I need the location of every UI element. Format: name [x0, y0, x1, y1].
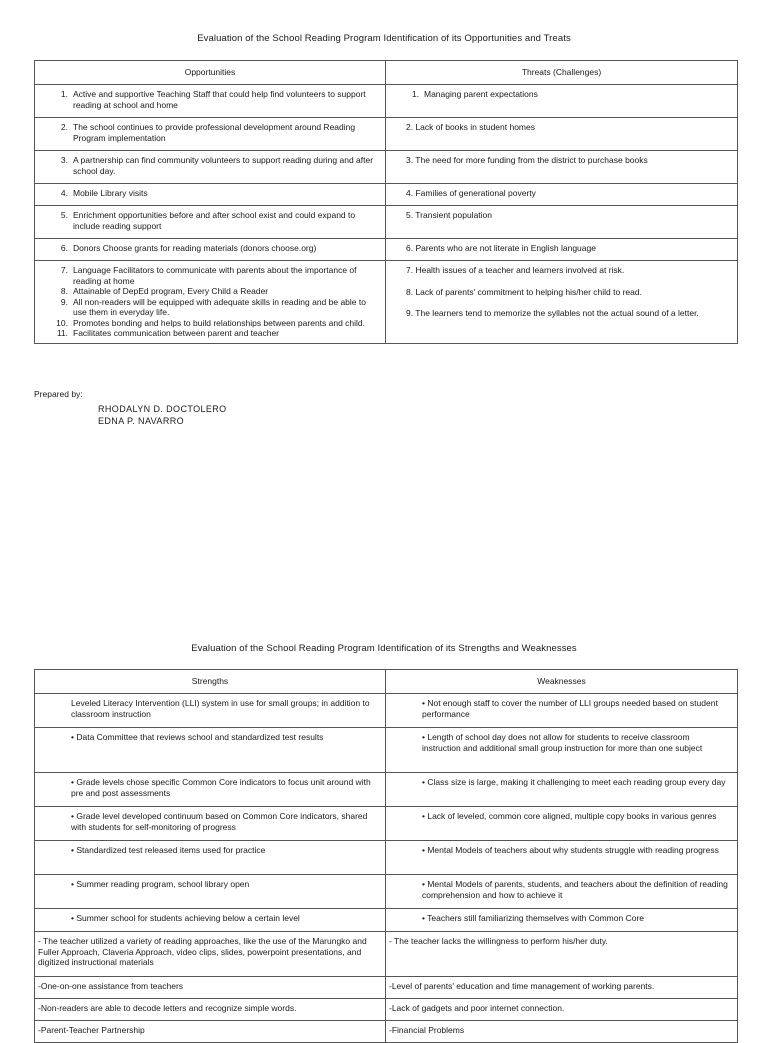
weakness-cell: -Level of parents' education and time management of working parents. — [386, 977, 738, 999]
weaknesses-header: Weaknesses — [386, 670, 738, 694]
list-item — [55, 243, 377, 254]
list-item — [406, 122, 729, 133]
item-text: 5. Transient population — [406, 210, 493, 220]
preparer-names — [98, 403, 227, 427]
list-item — [55, 328, 377, 339]
strength-cell: • Data Committee that reviews school and standardized test results — [35, 728, 386, 773]
strength-cell: -Parent-Teacher Partnership — [35, 1021, 386, 1043]
item-text: 8. Lack of parents' commitment to helping his/her child to read. — [406, 286, 642, 297]
threat-cell — [386, 118, 738, 151]
item-text: 9. The learners tend to memorize the syllables not the actual sound of a letter. — [406, 308, 699, 318]
threat-cell — [386, 206, 738, 239]
threats-header: Threats (Challenges) — [386, 61, 738, 85]
item-text: Enrichment opportunities before and after school exist and could expand to include reading support — [73, 210, 356, 231]
weakness-cell: • Length of school day does not allow for students to receive classroom instruction and additional small group instruction for more than one subject — [386, 728, 738, 773]
item-text: Promotes bonding and helps to build relationships between parents and child. — [73, 317, 366, 328]
item-text: A partnership can find community volunteers to support reading during and after school day. — [73, 155, 374, 176]
strength-cell: • Grade level developed continuum based on Common Core indicators, shared with students for self-monitoring of progress — [35, 807, 386, 841]
item-number: 11. — [56, 328, 68, 338]
strength-cell: • Summer reading program, school library open — [35, 875, 386, 909]
threat-cell — [386, 239, 738, 261]
table-row — [35, 999, 738, 1021]
table-row — [35, 773, 738, 807]
item-text: 6. Parents who are not literate in English language — [406, 243, 596, 253]
opportunities-title: Evaluation of the School Reading Program Identification of its Opportunities and Treats — [197, 33, 571, 44]
opportunities-threats-body — [35, 85, 738, 344]
weakness-cell: • Mental Models of teachers about why students struggle with reading progress — [386, 841, 738, 875]
item-text: Facilitates communication between parent and teacher — [73, 328, 280, 338]
opportunity-cell — [35, 118, 386, 151]
item-text: 2. Lack of books in student homes — [406, 122, 535, 132]
strength-cell: • Standardized test released items used for practice — [35, 841, 386, 875]
item-number: 6. — [60, 243, 68, 253]
opportunities-header: Opportunities — [35, 61, 386, 85]
item-text: Active and supportive Teaching Staff that could help find volunteers to support reading at school and home — [73, 89, 366, 110]
item-text: Mobile Library visits — [73, 188, 148, 198]
threat-cell — [386, 261, 738, 344]
table-row — [35, 977, 738, 999]
list-item — [406, 89, 729, 100]
list-item — [406, 265, 729, 276]
item-number: 10. — [56, 317, 68, 328]
list-item — [55, 188, 377, 199]
strengths-header: Strengths — [35, 670, 386, 694]
item-number: 7. — [60, 265, 68, 275]
table-row — [35, 206, 738, 239]
item-number: 2. — [60, 122, 68, 132]
opportunity-cell — [35, 184, 386, 206]
item-number: 4. — [60, 188, 68, 198]
item-number: 9. — [60, 296, 68, 307]
preparer-name: RHODALYN D. DOCTOLERO — [98, 404, 227, 414]
weakness-cell: • Not enough staff to cover the number of LLI groups needed based on student performance — [386, 694, 738, 728]
list-item — [55, 286, 377, 297]
list-item — [55, 155, 377, 176]
item-text: 3. The need for more funding from the district to purchase books — [406, 155, 648, 165]
item-text: Donors Choose grants for reading materials (donors choose.org) — [73, 243, 317, 253]
list-item — [55, 297, 377, 318]
weakness-cell: • Teachers still familiarizing themselves with Common Core — [386, 909, 738, 932]
list-item — [55, 122, 377, 143]
table-row — [35, 261, 738, 344]
table-row — [35, 118, 738, 151]
list-item — [406, 210, 729, 221]
opportunity-cell — [35, 206, 386, 239]
threat-cell — [386, 151, 738, 184]
list-item — [55, 210, 377, 231]
list-item — [55, 265, 377, 286]
item-number: 8. — [60, 286, 68, 296]
list-item — [406, 155, 729, 166]
item-number: 1. — [411, 89, 419, 99]
weakness-cell: -Financial Problems — [386, 1021, 738, 1043]
opportunity-cell — [35, 261, 386, 344]
strengths-weaknesses-body — [35, 694, 738, 1043]
opportunity-cell — [35, 239, 386, 261]
list-item — [406, 243, 729, 254]
strength-cell: • Summer school for students achieving below a certain level — [35, 909, 386, 932]
strengths-weaknesses-table — [34, 669, 738, 1043]
item-text: All non-readers will be equipped with adequate skills in reading and be able to use them in everyday life. — [73, 296, 366, 317]
weakness-cell: - The teacher lacks the willingness to perform his/her duty. — [386, 932, 738, 977]
weakness-cell: • Lack of leveled, common core aligned, multiple copy books in various genres — [386, 807, 738, 841]
prepared-by-label: Prepared by: — [34, 389, 83, 399]
table-row — [35, 841, 738, 875]
table-row — [35, 184, 738, 206]
opportunity-cell — [35, 151, 386, 184]
strengths-title: Evaluation of the School Reading Program Identification of its Strengths and Weaknesses — [191, 643, 577, 654]
table-row — [35, 151, 738, 184]
table-row — [35, 909, 738, 932]
strength-cell: -Non-readers are able to decode letters and recognize simple words. — [35, 999, 386, 1021]
table-row — [35, 1021, 738, 1043]
list-item — [406, 287, 729, 298]
weakness-cell: • Mental Models of parents, students, and teachers about the definition of reading comprehension and how to achieve it — [386, 875, 738, 909]
item-number: 3. — [60, 155, 68, 165]
strength-cell: • Grade levels chose specific Common Core indicators to focus unit around with pre and post assessments — [35, 773, 386, 807]
strength-cell: -One-on-one assistance from teachers — [35, 977, 386, 999]
item-number: 1. — [60, 89, 68, 99]
item-text: The school continues to provide professional development around Reading Program implementation — [73, 122, 356, 143]
item-text: Managing parent expectations — [424, 89, 538, 99]
strength-cell: - The teacher utilized a variety of reading approaches, like the use of the Marungko and Fuller Approach, Claveria Approach, video clips, slides, powerpoint presentations, and digitized instructional materials — [35, 932, 386, 977]
list-item — [55, 318, 377, 329]
table-row — [35, 807, 738, 841]
preparer-name: EDNA P. NAVARRO — [98, 416, 185, 426]
opportunities-threats-table — [34, 60, 738, 344]
list-item — [55, 89, 377, 110]
item-text: Attainable of DepEd program, Every Child a Reader — [73, 286, 269, 296]
opportunity-cell — [35, 85, 386, 118]
table-row — [35, 239, 738, 261]
table-row — [35, 694, 738, 728]
list-item — [406, 308, 729, 319]
table-row — [35, 875, 738, 909]
item-text: 4. Families of generational poverty — [406, 188, 536, 198]
table-row — [35, 728, 738, 773]
item-text: 7. Health issues of a teacher and learners involved at risk. — [406, 265, 625, 275]
weakness-cell: • Class size is large, making it challenging to meet each reading group every day — [386, 773, 738, 807]
threat-cell — [386, 85, 738, 118]
list-item — [406, 188, 729, 199]
weakness-cell: -Lack of gadgets and poor internet connection. — [386, 999, 738, 1021]
table-row — [35, 85, 738, 118]
threat-cell — [386, 184, 738, 206]
table-row — [35, 932, 738, 977]
strength-cell: Leveled Literacy Intervention (LLI) system in use for small groups; in addition to classroom instruction — [35, 694, 386, 728]
item-number: 5. — [60, 210, 68, 220]
item-text: Language Facilitators to communicate with parents about the importance of reading at home — [73, 265, 357, 286]
